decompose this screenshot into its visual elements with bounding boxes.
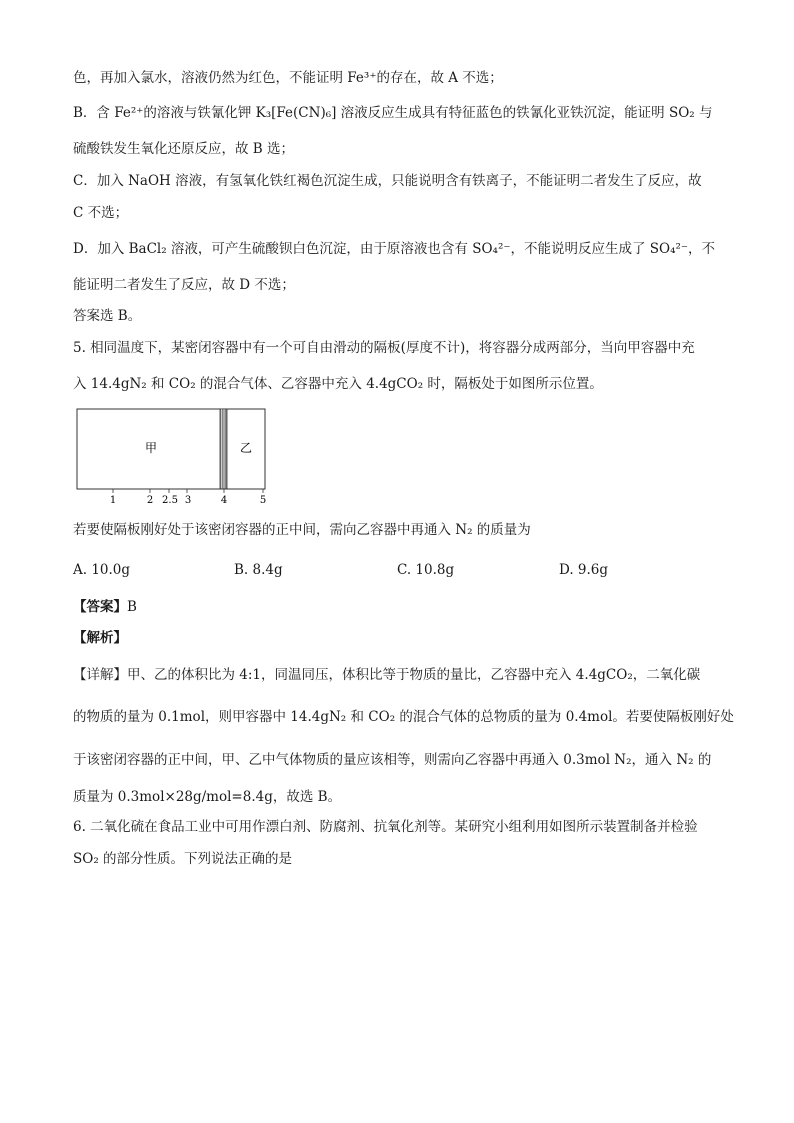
text-line: B．含 Fe²⁺的溶液与铁氰化钾 K₃[Fe(CN)₆] 溶液反应生成具有特征蓝色的铁氰化亚铁沉淀，能证明 SO₂ 与: [73, 105, 713, 121]
option-d: D. 9.6g: [559, 562, 609, 578]
label-yi: 乙: [239, 441, 253, 455]
detail-line: 【详解】甲、乙的体积比为 4:1，同温同压，体积比等于物质的量比，乙容器中充入 4.4gCO₂，二氧化碳: [73, 667, 701, 683]
question-5-stem: 入 14.4gN₂ 和 CO₂ 的混合气体、乙容器中充入 4.4gCO₂ 时，隔板处于如图所示位置。: [73, 376, 603, 392]
tick-label: 2.5: [162, 495, 178, 506]
answer-value: B: [127, 599, 137, 615]
partition: [220, 409, 227, 489]
tick-label: 1: [109, 495, 117, 506]
text-line: D．加入 BaCl₂ 溶液，可产生硫酸钡白色沉淀，由于原溶液也含有 SO₄²⁻，不能说明反应生成了 SO₄²⁻，不: [73, 241, 716, 257]
option-b: B. 8.4g: [234, 562, 283, 578]
text-line: C 不选；: [73, 205, 129, 221]
tick-label: 5: [259, 495, 267, 506]
text-line: 能证明二者发生了反应，故 D 不选；: [73, 277, 295, 293]
option-a: A. 10.0g: [73, 562, 131, 578]
text-line: 色，再加入氯水，溶液仍然为红色，不能证明 Fe³⁺的存在，故 A 不选；: [73, 70, 503, 86]
label-jia: 甲: [144, 441, 158, 455]
answer-line: [73, 598, 137, 616]
analysis-label: 【解析】: [73, 630, 127, 646]
tick-label: 2: [146, 495, 154, 506]
detail-line: 于该密闭容器的正中间，甲、乙中气体物质的量应该相等，则需向乙容器中再通入 0.3mol N₂，通入 N₂ 的: [73, 752, 712, 768]
tick-label: 4: [220, 495, 228, 506]
tick-label: 3: [184, 495, 192, 506]
text-line: 答案选 B。: [73, 308, 142, 324]
container-diagram: [76, 408, 276, 508]
container-outline: [77, 409, 265, 489]
text-line: 硫酸铁发生氧化还原反应，故 B 选；: [73, 141, 295, 157]
question-5-stem: 5. 相同温度下，某密闭容器中有一个可自由滑动的隔板(厚度不计)，将容器分成两部分，当向甲容器中充: [73, 340, 695, 356]
question-5-prompt: 若要使隔板刚好处于该密闭容器的正中间，需向乙容器中再通入 N₂ 的质量为: [73, 522, 531, 538]
option-c: C. 10.8g: [397, 562, 455, 578]
detail-line: 质量为 0.3mol×28g/mol=8.4g，故选 B。: [73, 789, 342, 805]
text-line: C．加入 NaOH 溶液，有氢氧化铁红褐色沉淀生成，只能说明含有铁离子，不能证明二者发生了反应，故: [73, 173, 702, 189]
answer-label: 【答案】: [73, 599, 127, 615]
detail-line: 的物质的量为 0.1mol，则甲容器中 14.4gN₂ 和 CO₂ 的混合气体的总物质的量为 0.4mol。若要使隔板刚好处: [73, 709, 734, 725]
question-6-stem: 6. 二氧化硫在食品工业中可用作漂白剂、防腐剂、抗氧化剂等。某研究小组利用如图所示装置制备并检验: [73, 819, 698, 835]
question-6-stem: SO₂ 的部分性质。下列说法正确的是: [73, 851, 293, 867]
